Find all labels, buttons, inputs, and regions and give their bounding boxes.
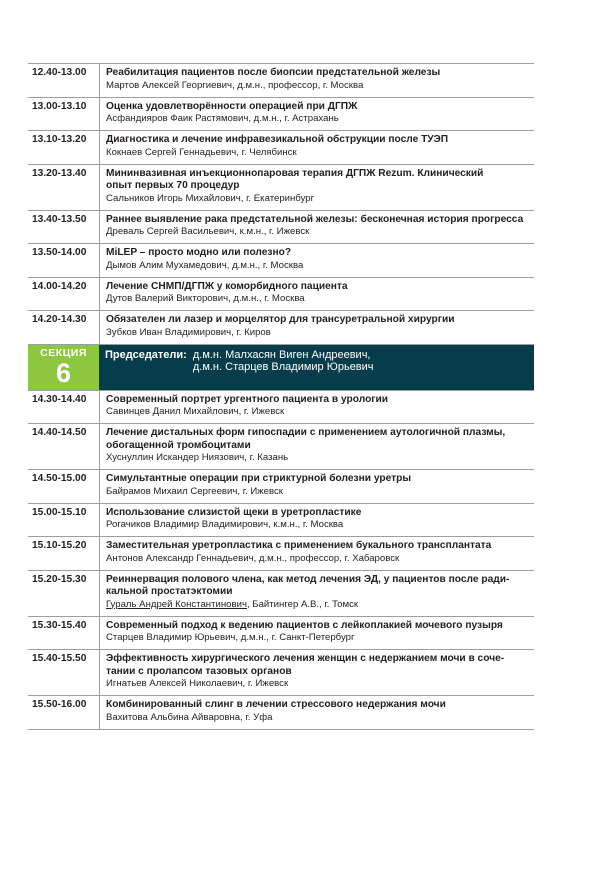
- talk: [99, 244, 534, 277]
- talk-speaker: Кокнаев Сергей Геннадьевич, г. Челябинск: [106, 146, 297, 158]
- talk: [99, 311, 534, 344]
- talk-title: Современный портрет ургентного пациента в урологии: [106, 393, 389, 405]
- schedule-row: [28, 617, 534, 651]
- talk: [99, 424, 534, 469]
- schedule-row: [28, 311, 534, 345]
- talk-title: Мининвазивная инъекционнопаровая терапия ДГПЖ Rezum. Клинический опыт первых 70 процедур: [106, 167, 484, 191]
- time-slot: 14.50-15.00: [32, 473, 87, 484]
- time-slot: 15.40-15.50: [32, 653, 87, 664]
- schedule-row: [28, 391, 534, 425]
- time-slot: 15.30-15.40: [32, 619, 87, 631]
- section-label: СЕКЦИЯ: [40, 346, 87, 359]
- talk: [99, 165, 534, 210]
- talk: [99, 131, 534, 164]
- talk-speaker: Мартов Алексей Георгиевич, д.м.н., профессор, г. Москва: [106, 79, 364, 91]
- talk-speaker: Асфандияров Фаик Растямович, д.м.н., г. Астрахань: [106, 113, 339, 124]
- talk-speaker-rest: , Байтингер А.В., г. Томск: [246, 598, 359, 610]
- schedule-row: [28, 131, 534, 165]
- talk-speaker: Дутов Валерий Викторович, д.м.н., г. Москва: [106, 293, 305, 304]
- time-slot: 14.20-14.30: [32, 314, 87, 325]
- schedule-row: [28, 211, 534, 245]
- time-slot: 13.10-13.20: [32, 134, 87, 145]
- talk-speaker: Хуснуллин Искандер Ниязович, г. Казань: [106, 452, 289, 463]
- section-chairs: [99, 345, 534, 390]
- talk-title: Оценка удовлетворённости операцией при ДГПЖ: [106, 100, 358, 112]
- talk-title: MiLEP – просто модно или полезно?: [106, 247, 292, 258]
- time-slot: 15.50-16.00: [32, 699, 87, 710]
- talk-speaker: Игнатьев Алексей Николаевич, г. Ижевск: [106, 678, 289, 689]
- time-slot: 13.40-13.50: [32, 213, 87, 225]
- talk: [99, 391, 534, 424]
- talk-speaker: Рогачиков Владимир Владимирович, к.м.н., г. Москва: [106, 519, 344, 530]
- talk-speaker: Вахитова Альбина Айваровна, г. Уфа: [106, 711, 273, 723]
- talk-title: Реиннервация полового члена, как метод лечения ЭД, у пациентов после ради- кальной простатэктомии: [106, 573, 510, 597]
- talk-speaker: Байрамов Михаил Сергеевич, г. Ижевск: [106, 485, 283, 497]
- talk: [99, 571, 534, 616]
- talk-title: Симультантные операции при стриктурной болезни уретры: [106, 473, 412, 484]
- talk-title: Раннее выявление рака предстательной железы: бесконечная история прогресса: [106, 213, 524, 225]
- talk: [99, 504, 534, 537]
- talk-speaker: Дымов Алим Мухамедович, д.м.н., г. Москва: [106, 259, 304, 271]
- talk-title: Использование слизистой щеки в уретропластике: [106, 506, 362, 518]
- talk: [99, 64, 534, 97]
- talk: [99, 696, 534, 729]
- time-slot: 15.20-15.30: [32, 573, 87, 585]
- talk-title: Заместительная уретропластика с применением букального трансплантата: [106, 540, 492, 551]
- schedule-row: [28, 470, 534, 504]
- talk-speaker: Савинцев Данил Михайлович, г. Ижевск: [106, 406, 285, 417]
- talk: [99, 617, 534, 650]
- talk: [99, 470, 534, 503]
- talk-speaker: Антонов Александр Геннадьевич, д.м.н., профессор, г. Хабаровск: [106, 552, 400, 564]
- talk-title: Диагностика и лечение инфравезикальной обструкции после ТУЭП: [106, 134, 449, 145]
- section-header: [28, 345, 534, 391]
- talk-speaker: [106, 599, 534, 611]
- talk: [99, 650, 534, 695]
- talk-speaker-main: Гураль Андрей Константинович: [106, 598, 247, 610]
- talk-speaker: Старцев Владимир Юрьевич, д.м.н., г. Санкт-Петербург: [106, 632, 355, 643]
- section-number: 6: [55, 357, 72, 388]
- talk-title: Современный подход к ведению пациентов с лейкоплакией мочевого пузыря: [106, 619, 503, 631]
- talk-speaker: Сальников Игорь Михайлович, г. Екатеринбург: [106, 192, 315, 204]
- schedule-row: [28, 650, 534, 696]
- schedule-row: [28, 696, 534, 730]
- section-badge: [28, 345, 99, 390]
- talk-title: Лечение СНМП/ДГПЖ у коморбидного пациента: [106, 280, 348, 292]
- talk: [99, 537, 534, 570]
- talk-title: Реабилитация пациентов после биопсии предстательной железы: [106, 67, 441, 78]
- time-slot: 15.10-15.20: [32, 540, 87, 551]
- talk: [99, 211, 534, 244]
- talk-title: Обязателен ли лазер и морцелятор для трансуретральной хирургии: [106, 314, 455, 325]
- talk: [99, 98, 534, 131]
- chairs-label: Председатели:: [105, 348, 187, 361]
- time-slot: 14.40-14.50: [32, 427, 87, 438]
- talk-speaker: Древаль Сергей Васильевич, к.м.н., г. Ижевск: [106, 226, 310, 237]
- schedule-row: [28, 571, 534, 617]
- time-slot: 13.50-14.00: [32, 247, 87, 258]
- time-slot: 13.20-13.40: [32, 167, 87, 179]
- talk-title: Эффективность хирургического лечения женщин с недержанием мочи в соче- тании с пролапсом тазовых органов: [106, 653, 505, 677]
- schedule-row: [28, 504, 534, 538]
- talk: [99, 278, 534, 311]
- talk-title: Лечение дистальных форм гипоспадии с применением аутологичной плазмы, обогащенной тромбоцитами: [106, 427, 506, 451]
- schedule-row: [28, 244, 534, 278]
- time-slot: 14.00-14.20: [32, 280, 87, 292]
- schedule-row: [28, 278, 534, 312]
- time-slot: 15.00-15.10: [32, 506, 87, 518]
- time-slot: 13.00-13.10: [32, 100, 87, 112]
- schedule-row: [28, 165, 534, 211]
- schedule-row: [28, 537, 534, 571]
- schedule-row: [28, 424, 534, 470]
- talk-title: Комбинированный слинг в лечении стрессового недержания мочи: [106, 699, 446, 710]
- schedule-row: [28, 63, 534, 98]
- program-schedule: [28, 63, 534, 730]
- time-slot: 12.40-13.00: [32, 67, 87, 78]
- chairs-names: д.м.н. Малхасян Виген Андреевич, д.м.н. Старцев Владимир Юрьевич: [192, 348, 374, 373]
- time-slot: 14.30-14.40: [32, 393, 87, 405]
- schedule-row: [28, 98, 534, 132]
- talk-speaker: Зубков Иван Владимирович, г. Киров: [106, 326, 271, 338]
